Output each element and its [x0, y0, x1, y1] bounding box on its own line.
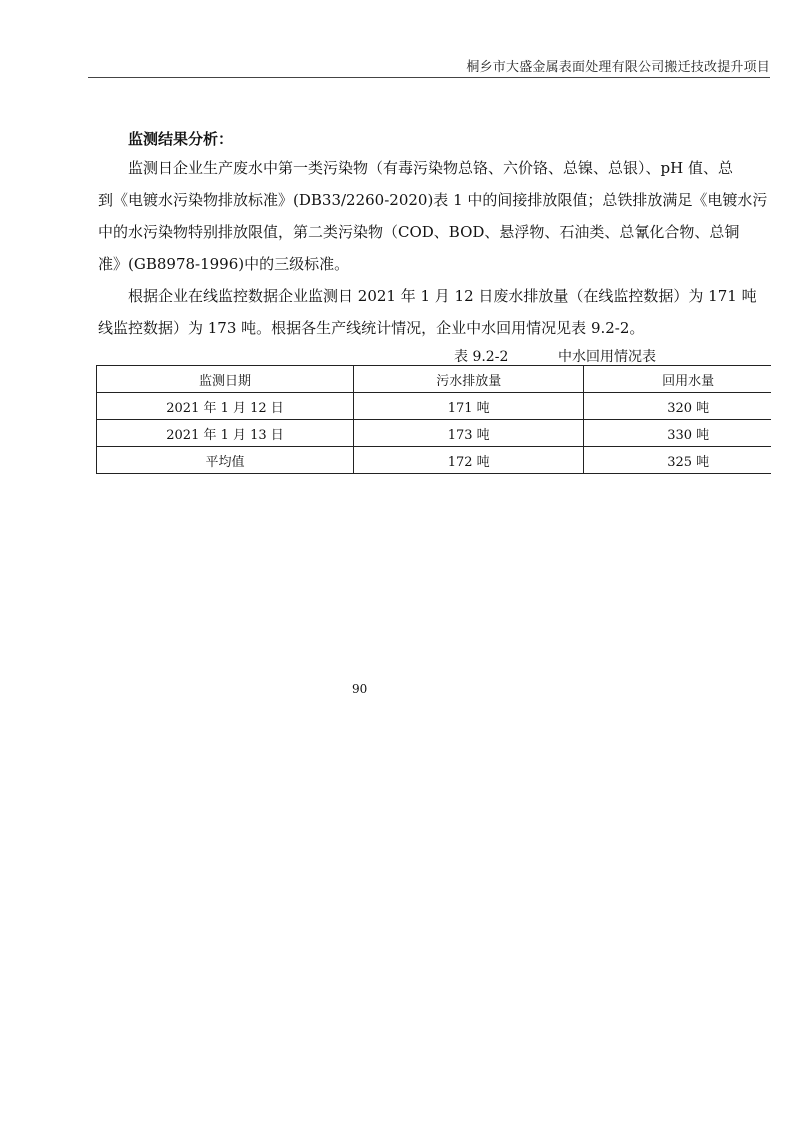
page-number: 90 — [352, 682, 368, 696]
table-row — [97, 447, 793, 474]
column-header: 回用水量 — [584, 366, 793, 393]
table-cell: 平均值 — [97, 447, 354, 474]
table-caption-title: 中水回用情况表 — [558, 349, 656, 365]
paragraph-line: 到《电镀水污染物排放标准》(DB33/2260-2020)表 1 中的间接排放限值；总铁排放满足《电镀水污 — [98, 191, 768, 209]
running-header: 桐乡市大盛金属表面处理有限公司搬迁技改提升项目 — [466, 60, 770, 75]
table-row — [97, 420, 793, 447]
table-cell: 2021 年 1 月 12 日 — [97, 393, 354, 420]
section-title: 监测结果分析： — [128, 130, 234, 148]
header-divider — [88, 77, 770, 78]
table-row — [97, 393, 793, 420]
table-cell: 171 吨 — [354, 393, 584, 420]
paragraph-line: 中的水污染物特别排放限值，第二类污染物（COD、BOD、悬浮物、石油类、总氰化合物、总铜 — [98, 223, 740, 241]
column-header: 监测日期 — [97, 366, 354, 393]
table-cell: 173 吨 — [354, 420, 584, 447]
table-cell: 2021 年 1 月 13 日 — [97, 420, 354, 447]
table-cell: 330 吨 — [584, 420, 793, 447]
table-cell: 325 吨 — [584, 447, 793, 474]
page-crop-edge — [771, 355, 793, 485]
paragraph-line: 线监控数据）为 173 吨。根据各生产线统计情况，企业中水回用情况见表 9.2-2。 — [98, 319, 645, 337]
paragraph-line: 准》(GB8978-1996)中的三级标准。 — [98, 255, 350, 273]
paragraph-line: 监测日企业生产废水中第一类污染物（有毒污染物总铬、六价铬、总镍、总银）、pH 值、总 — [98, 159, 733, 177]
table-cell: 320 吨 — [584, 393, 793, 420]
water-reuse-table — [96, 365, 793, 474]
table-caption-number: 表 9.2-2 — [454, 349, 509, 365]
column-header: 污水排放量 — [354, 366, 584, 393]
table-cell: 172 吨 — [354, 447, 584, 474]
table-header-row — [97, 366, 793, 393]
paragraph-line: 根据企业在线监控数据企业监测日 2021 年 1 月 12 日废水排放量（在线监控数据）为 171 吨 — [98, 287, 757, 305]
